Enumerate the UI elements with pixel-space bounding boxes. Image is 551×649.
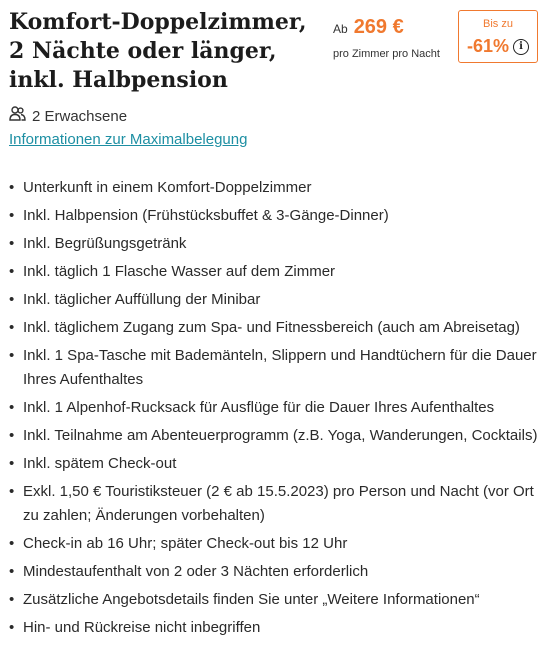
bullet-icon: • bbox=[9, 263, 15, 280]
max-occupancy-link[interactable]: Informationen zur Maximalbelegung bbox=[9, 131, 248, 148]
people-icon bbox=[9, 106, 26, 126]
bullet-icon: • bbox=[9, 235, 15, 252]
list-item bbox=[8, 588, 544, 612]
bullet-icon: • bbox=[9, 483, 15, 500]
bullet-icon: • bbox=[9, 619, 15, 636]
bullet-icon: • bbox=[9, 207, 15, 224]
bullet-icon: • bbox=[9, 399, 15, 416]
guest-count bbox=[9, 106, 127, 126]
bullet-icon: • bbox=[9, 535, 15, 552]
feature-text: Inkl. spätem Check-out bbox=[23, 455, 177, 472]
feature-text: Inkl. 1 Spa-Tasche mit Bademänteln, Slippern und Handtüchern für die Dauer Ihres Aufenthaltes bbox=[23, 347, 537, 388]
list-item bbox=[8, 232, 544, 256]
list-item bbox=[8, 424, 544, 448]
bullet-icon: • bbox=[9, 319, 15, 336]
discount-badge[interactable] bbox=[458, 10, 538, 63]
bullet-icon: • bbox=[9, 563, 15, 580]
discount-label: Bis zu bbox=[483, 18, 513, 30]
feature-list bbox=[8, 176, 544, 644]
offer-title: Komfort-Doppelzimmer, 2 Nächte oder länger, inkl. Halbpension bbox=[9, 9, 307, 93]
list-item bbox=[8, 176, 544, 200]
feature-text: Inkl. täglichem Zugang zum Spa- und Fitnessbereich (auch am Abreisetag) bbox=[23, 319, 520, 336]
price-prefix: Ab bbox=[333, 22, 348, 36]
list-item bbox=[8, 560, 544, 584]
discount-row bbox=[459, 36, 537, 57]
price-row bbox=[333, 16, 451, 44]
discount-value: -61% bbox=[466, 36, 510, 56]
feature-text: Check-in ab 16 Uhr; später Check-out bis 12 Uhr bbox=[23, 535, 348, 552]
price-box bbox=[333, 16, 451, 60]
list-item bbox=[8, 288, 544, 312]
bullet-icon: • bbox=[9, 455, 15, 472]
feature-text: Exkl. 1,50 € Touristiksteuer (2 € ab 15.5.2023) pro Person und Nacht (vor Ort zu zahlen; Änderungen vorbehalten) bbox=[23, 483, 534, 524]
bullet-icon: • bbox=[9, 347, 15, 364]
guests-label: 2 Erwachsene bbox=[32, 107, 128, 125]
list-item bbox=[8, 260, 544, 284]
feature-text: Hin- und Rückreise nicht inbegriffen bbox=[23, 619, 261, 636]
bullet-icon: • bbox=[9, 291, 15, 308]
info-icon[interactable]: i bbox=[513, 39, 529, 55]
feature-text: Mindestaufenthalt von 2 oder 3 Nächten erforderlich bbox=[23, 563, 369, 580]
bullet-icon: • bbox=[9, 591, 15, 608]
feature-text: Inkl. Begrüßungsgetränk bbox=[23, 235, 187, 252]
list-item bbox=[8, 316, 544, 340]
list-item bbox=[8, 480, 544, 528]
list-item bbox=[8, 532, 544, 556]
feature-text: Zusätzliche Angebotsdetails finden Sie unter „Weitere Informationen“ bbox=[23, 591, 480, 608]
list-item bbox=[8, 204, 544, 228]
price-note: pro Zimmer pro Nacht bbox=[333, 48, 440, 60]
list-item bbox=[8, 344, 544, 392]
feature-text: Inkl. Teilnahme am Abenteuerprogramm (z.B. Yoga, Wanderungen, Cocktails) bbox=[23, 427, 538, 444]
feature-text: Inkl. täglicher Auffüllung der Minibar bbox=[23, 291, 261, 308]
feature-text: Inkl. 1 Alpenhof-Rucksack für Ausflüge für die Dauer Ihres Aufenthaltes bbox=[23, 399, 495, 416]
feature-text: Inkl. Halbpension (Frühstücksbuffet & 3-Gänge-Dinner) bbox=[23, 207, 389, 224]
feature-text: Unterkunft in einem Komfort-Doppelzimmer bbox=[23, 179, 312, 196]
bullet-icon: • bbox=[9, 179, 15, 196]
list-item bbox=[8, 616, 544, 640]
list-item bbox=[8, 396, 544, 420]
price-value: 269 € bbox=[353, 16, 404, 38]
bullet-icon: • bbox=[9, 427, 15, 444]
feature-text: Inkl. täglich 1 Flasche Wasser auf dem Zimmer bbox=[23, 263, 336, 280]
list-item bbox=[8, 452, 544, 476]
